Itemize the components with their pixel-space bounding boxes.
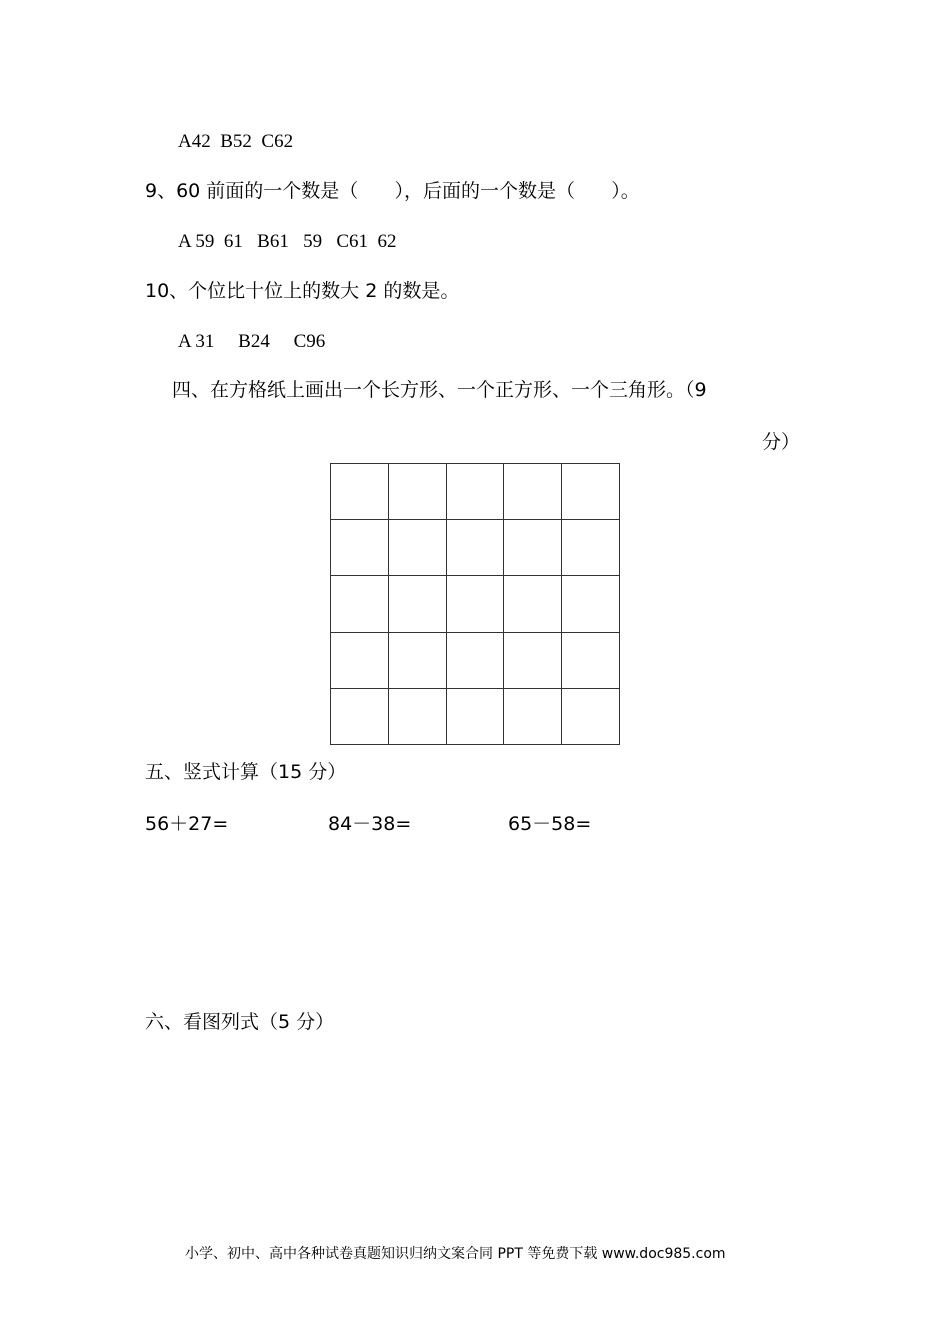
grid-cell (447, 520, 505, 576)
grid-cell (389, 576, 447, 632)
square-grid-paper (330, 463, 620, 745)
grid-cell (331, 520, 389, 576)
calc-2: 84－38= (328, 813, 412, 835)
q9-options: A 59 61 B61 59 C61 62 (178, 231, 397, 252)
grid-cell (447, 464, 505, 520)
grid-cell (389, 633, 447, 689)
grid-cell (562, 520, 620, 576)
grid-cell (331, 633, 389, 689)
q9-question: 9、60 前面的一个数是（ ），后面的一个数是（ ）。 (145, 180, 640, 202)
grid-cell (504, 520, 562, 576)
grid-cell (389, 520, 447, 576)
grid-cell (447, 689, 505, 745)
calc-3: 65－58= (508, 813, 592, 835)
q10-question: 10、个位比十位上的数大 2 的数是。 (145, 280, 460, 302)
grid-cell (331, 464, 389, 520)
grid-cell (331, 576, 389, 632)
footer-text: 小学、初中、高中各种试卷真题知识归纳文案合同 PPT 等免费下载 www.doc985.com (185, 1246, 726, 1262)
q10-options: A 31 B24 C96 (178, 331, 326, 352)
grid-cell (562, 633, 620, 689)
q8-options: A42 B52 C62 (178, 131, 294, 152)
section5-title: 五、竖式计算（15 分） (145, 761, 347, 783)
grid-cell (447, 633, 505, 689)
grid-cell (331, 689, 389, 745)
grid-cell (562, 464, 620, 520)
calc-1: 56＋27= (145, 813, 229, 835)
grid-cell (504, 464, 562, 520)
grid-cell (504, 633, 562, 689)
grid-cell (504, 689, 562, 745)
grid-cell (447, 576, 505, 632)
grid-cell (504, 576, 562, 632)
grid-cell (389, 689, 447, 745)
grid-cell (389, 464, 447, 520)
section4-title: 四、在方格纸上画出一个长方形、一个正方形、一个三角形。（9 (172, 379, 707, 401)
section6-title: 六、看图列式（5 分） (145, 1011, 335, 1033)
grid-cell (562, 576, 620, 632)
section4-title-cont: 分） (762, 431, 801, 453)
grid-cell (562, 689, 620, 745)
